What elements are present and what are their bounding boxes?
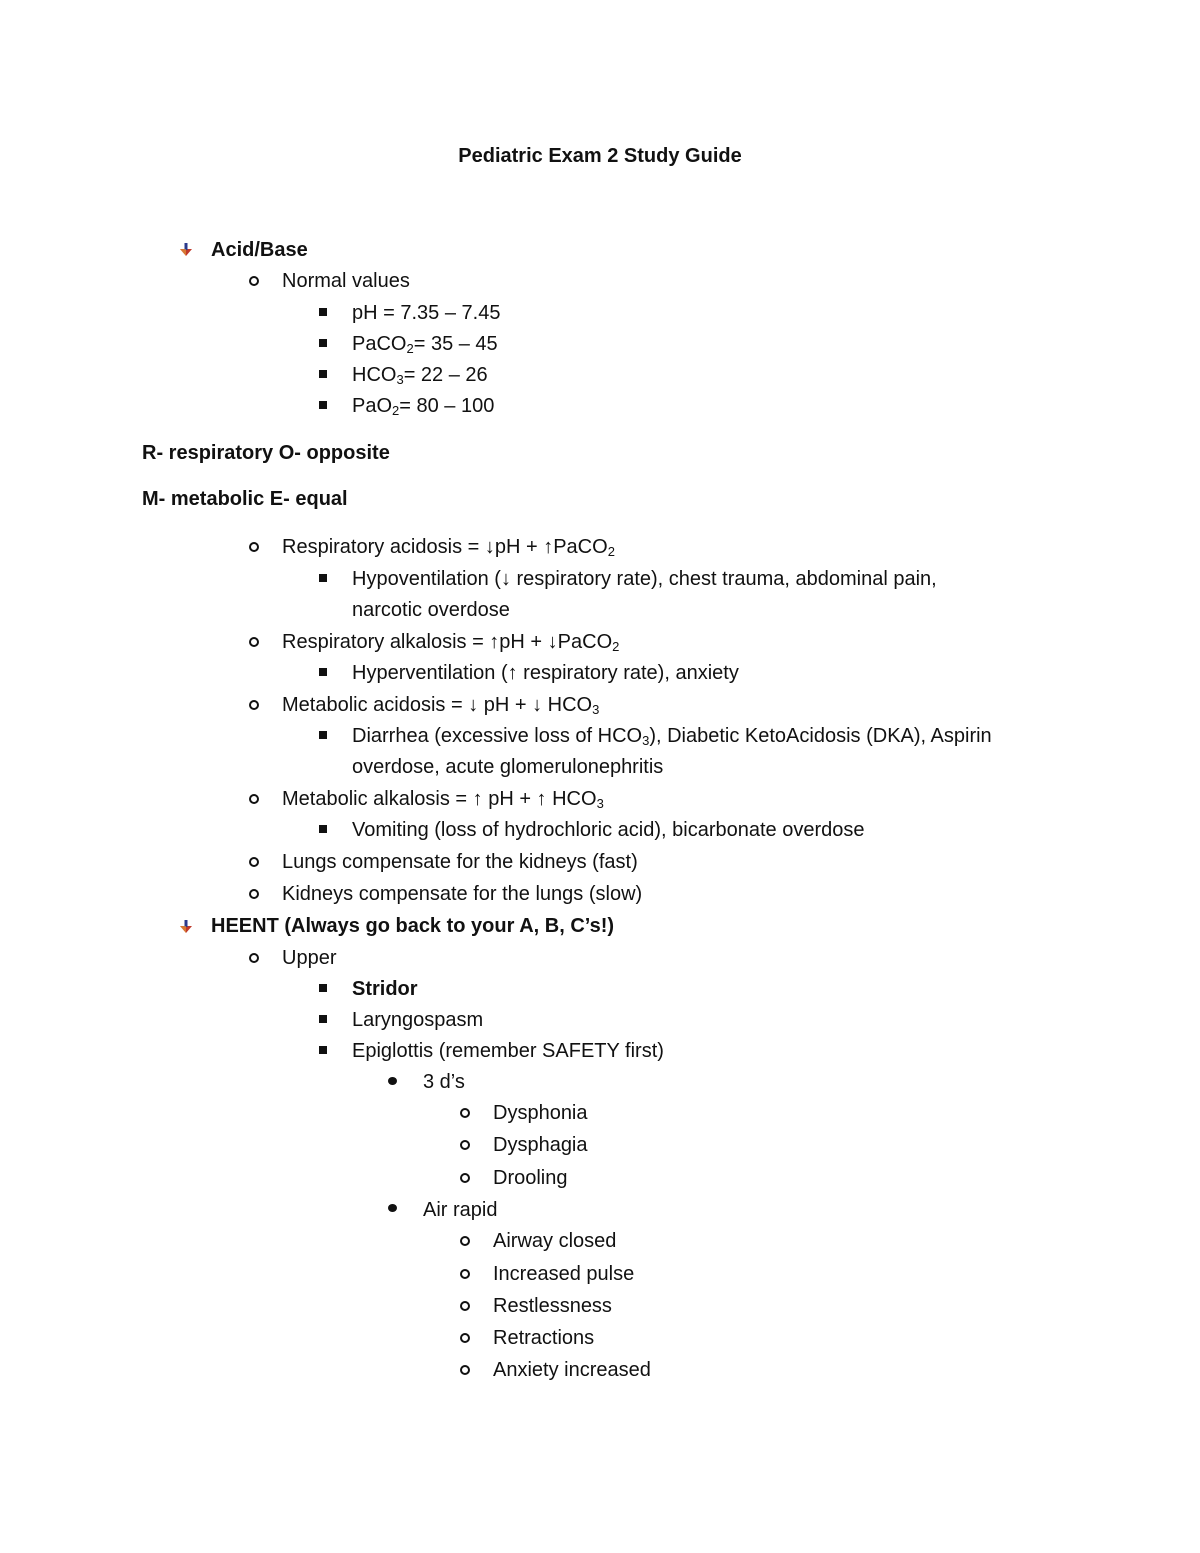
anxiety-increased-label: Anxiety increased [493, 1359, 651, 1381]
metabolic-acidosis: Metabolic acidosis = ↓ pH + ↓ $HCO_3$ [282, 694, 600, 717]
metabolic-acidosis-cause-cont: overdose, acute glomerulonephritis [352, 756, 664, 778]
metabolic-alkalosis-cause: Vomiting (loss of hydrochloric acid), bicarbonate overdose [352, 819, 865, 841]
circle-bullet-icon [460, 1173, 470, 1183]
square-bullet-icon [319, 339, 327, 347]
circle-bullet-icon [249, 794, 259, 804]
metabolic-acidosis-cause: Diarrhea (excessive loss of $HCO_3$), Diabetic KetoAcidosis (DKA), Aspirin [352, 725, 992, 748]
circle-bullet-icon [249, 637, 259, 647]
restlessness-label: Restlessness [493, 1295, 612, 1317]
document-title: Pediatric Exam 2 Study Guide [458, 145, 742, 167]
retractions-label: Retractions [493, 1327, 595, 1349]
arrow-down-bullet-icon [178, 919, 194, 935]
circle-bullet-icon [460, 1108, 470, 1118]
square-bullet-icon [319, 574, 327, 582]
square-bullet-icon [319, 401, 327, 409]
lungs-compensate: Lungs compensate for the kidneys (fast) [282, 851, 638, 873]
dysphonia-label: Dysphonia [493, 1102, 588, 1124]
increased-pulse-label: Increased pulse [493, 1263, 635, 1285]
respiratory-alkalosis: Respiratory alkalosis = ↑pH + ↓PaCO$_2$ [282, 631, 620, 654]
paco2-value: PaCO$_2$= 35 – 45 [352, 333, 498, 356]
hco3-value: $HCO_3= 22 - 26$ [352, 364, 488, 387]
circle-bullet-icon [249, 889, 259, 899]
three-ds-label: 3 d’s [423, 1071, 465, 1093]
circle-bullet-icon [460, 1365, 470, 1375]
circle-bullet-icon [460, 1140, 470, 1150]
respiratory-alkalosis-cause: Hyperventilation (↑ respiratory rate), anxiety [352, 662, 739, 684]
circle-bullet-icon [249, 276, 259, 286]
circle-bullet-icon [249, 953, 259, 963]
epiglottis-label: Epiglottis (remember SAFETY first) [352, 1040, 664, 1062]
dot-bullet-icon [388, 1077, 397, 1085]
circle-bullet-icon [460, 1236, 470, 1246]
square-bullet-icon [319, 984, 327, 992]
stridor-label: Stridor [352, 978, 418, 1000]
pao2-value: PaO$_2$= 80 – 100 [352, 395, 495, 418]
circle-bullet-icon [460, 1269, 470, 1279]
arrow-down-bullet-icon [178, 242, 194, 258]
dysphagia-label: Dysphagia [493, 1134, 588, 1156]
upper-label: Upper [282, 947, 337, 969]
circle-bullet-icon [249, 857, 259, 867]
circle-bullet-icon [249, 700, 259, 710]
circle-bullet-icon [460, 1333, 470, 1343]
normal-values-label: Normal values [282, 270, 410, 292]
mnemonic-line-2: M- metabolic E- equal [142, 488, 348, 510]
square-bullet-icon [319, 1046, 327, 1054]
circle-bullet-icon [249, 542, 259, 552]
respiratory-acidosis: Respiratory acidosis = ↓pH + ↑PaCO$_2$ [282, 536, 615, 559]
square-bullet-icon [319, 825, 327, 833]
acid-base-heading: Acid/Base [211, 239, 308, 261]
kidneys-compensate: Kidneys compensate for the lungs (slow) [282, 883, 643, 905]
respiratory-acidosis-cause: Hypoventilation (↓ respiratory rate), chest trauma, abdominal pain, [352, 568, 937, 590]
heent-heading: HEENT (Always go back to your A, B, C’s!) [211, 915, 615, 937]
airway-closed-label: Airway closed [493, 1230, 617, 1252]
dot-bullet-icon [388, 1204, 397, 1212]
square-bullet-icon [319, 1015, 327, 1023]
laryngospasm-label: Laryngospasm [352, 1009, 484, 1031]
metabolic-alkalosis: Metabolic alkalosis = ↑ pH + ↑ $HCO_3$ [282, 788, 604, 811]
circle-bullet-icon [460, 1301, 470, 1311]
air-rapid-label: Air rapid [423, 1199, 498, 1221]
square-bullet-icon [319, 731, 327, 739]
square-bullet-icon [319, 668, 327, 676]
ph-value: pH = 7.35 – 7.45 [352, 302, 501, 324]
mnemonic-line-1: R- respiratory O- opposite [142, 442, 390, 464]
drooling-label: Drooling [493, 1167, 568, 1189]
square-bullet-icon [319, 308, 327, 316]
square-bullet-icon [319, 370, 327, 378]
respiratory-acidosis-cause-cont: narcotic overdose [352, 599, 510, 621]
